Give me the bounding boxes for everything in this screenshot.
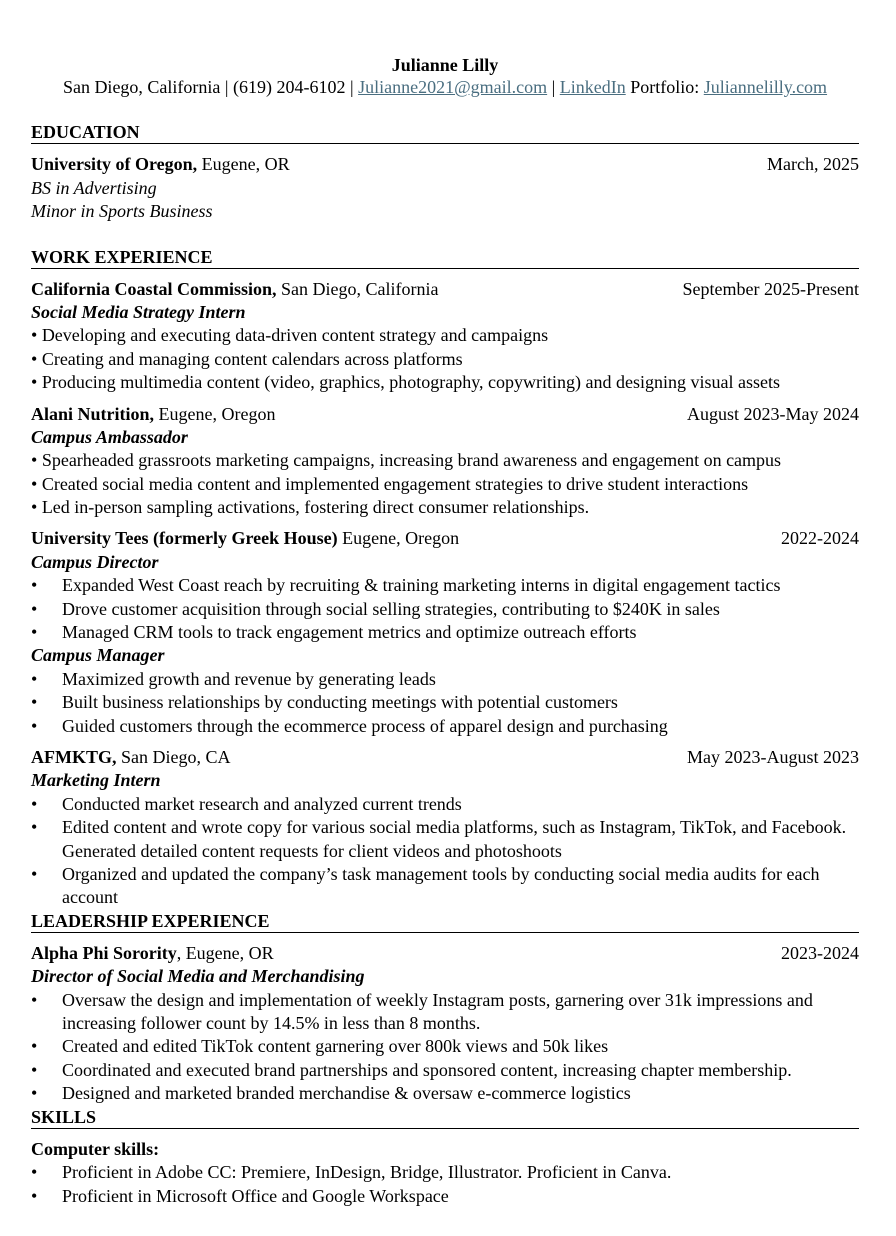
bullet-item (31, 1082, 859, 1105)
date: 2023-2024 (781, 942, 859, 963)
bullet-text: Maximized growth and revenue by generating leads (62, 668, 436, 689)
bullet-item (31, 371, 859, 394)
bullet-text: Developing and executing data-driven content strategy and campaigns (41, 325, 549, 346)
bullet-item (31, 691, 859, 714)
entry-header (31, 1138, 859, 1161)
resume-body (31, 121, 859, 1208)
location: San Diego, California (276, 278, 439, 299)
entry-org-loc (31, 278, 438, 301)
bullet-text: Created and edited TikTok content garnering over 800k views and 50k likes (62, 1036, 609, 1057)
date: August 2023-May 2024 (687, 403, 859, 424)
portfolio-link[interactable]: Juliannelilly.com (703, 77, 828, 97)
location: Eugene, Oregon (337, 528, 460, 549)
entry-org-loc (31, 942, 274, 965)
bullet-item (31, 816, 859, 863)
bullet-item (31, 348, 859, 371)
section-title: EDUCATION (31, 121, 859, 144)
bullet-icon: • (31, 1185, 38, 1206)
bullet-icon: • (31, 1036, 38, 1057)
location: Eugene, Oregon (154, 403, 276, 424)
bullet-icon: • (31, 1162, 38, 1183)
contact-line (31, 76, 859, 99)
entry-org-loc (31, 527, 459, 550)
bullet-item (31, 989, 859, 1036)
bullet-text: Creating and managing content calendars across platforms (41, 348, 463, 369)
entry (31, 403, 859, 520)
entry-header (31, 403, 859, 426)
role-title: Campus Director (31, 551, 159, 572)
location-phone: San Diego, California | (619) 204-6102 | (62, 77, 359, 97)
entry-org-loc (31, 403, 275, 426)
location: Eugene, OR (197, 154, 290, 175)
portfolio-label: Portfolio: (625, 77, 704, 97)
entry (31, 746, 859, 910)
bullet-text: Producing multimedia content (video, graphics, photography, copywriting) and designing visual assets (41, 372, 781, 393)
bullet-item (31, 793, 859, 816)
section-title: WORK EXPERIENCE (31, 246, 859, 269)
entry (31, 1138, 859, 1208)
bullet-icon: • (31, 793, 38, 814)
entry (31, 942, 859, 1106)
section-leadership-experience (31, 910, 859, 1106)
bullet-text: Led in-person sampling activations, fostering direct consumer relationships. (41, 497, 590, 518)
bullet-text: Drove customer acquisition through social selling strategies, contributing to $240K in sales (62, 598, 720, 619)
bullet-icon: • (31, 989, 38, 1010)
role-title: Director of Social Media and Merchandising (31, 966, 365, 987)
bullet-text: Edited content and wrote copy for various social media platforms, such as Instagram, TikTok, and Facebook. Generated detailed content requests for client videos and photoshoots (62, 817, 847, 861)
bullet-text: Designed and marketed branded merchandise & oversaw e-commerce logistics (62, 1083, 631, 1104)
bullet-text: Conducted market research and analyzed current trends (62, 793, 462, 814)
linkedin-link[interactable]: LinkedIn (559, 77, 626, 97)
bullet-icon: • (31, 864, 38, 885)
bullet-text: Proficient in Adobe CC: Premiere, InDesign, Bridge, Illustrator. Proficient in Canva. (62, 1162, 672, 1183)
date: May 2023-August 2023 (687, 747, 859, 768)
bullet-item (31, 598, 859, 621)
bullet-icon: • (31, 450, 42, 471)
bullet-icon: • (31, 473, 42, 494)
separator: | (547, 77, 560, 97)
section-title: SKILLS (31, 1106, 859, 1129)
email-link[interactable]: Julianne2021@gmail.com (358, 77, 548, 97)
date: September 2025-Present (682, 278, 859, 299)
bullet-item (31, 715, 859, 738)
role-title: Social Media Strategy Intern (31, 301, 246, 322)
bullet-text: Proficient in Microsoft Office and Google Workspace (62, 1185, 449, 1206)
bullet-icon: • (31, 348, 42, 369)
bullet-text: Expanded West Coast reach by recruiting & training marketing interns in digital engagement tactics (62, 575, 781, 596)
bullet-icon: • (31, 497, 42, 518)
bullet-text: Created social media content and implemented engagement strategies to drive student interactions (41, 473, 749, 494)
section-work-experience (31, 246, 859, 910)
bullet-icon: • (31, 622, 38, 643)
bullet-item (31, 1185, 859, 1208)
bullet-text: Organized and updated the company’s task management tools by conducting social media audits for each account (62, 864, 820, 908)
degree-line: Minor in Sports Business (31, 201, 213, 222)
location: , Eugene, OR (176, 942, 274, 963)
bullet-item (31, 1035, 859, 1058)
bullet-icon: • (31, 692, 38, 713)
entry-org-loc (31, 153, 290, 176)
organization: University Tees (formerly Greek House) (31, 528, 338, 549)
bullet-item (31, 324, 859, 347)
section-education (31, 121, 859, 223)
organization: University of Oregon, (31, 154, 198, 175)
bullet-item (31, 621, 859, 644)
entry-header (31, 278, 859, 301)
bullet-icon: • (31, 372, 42, 393)
bullet-icon: • (31, 715, 38, 736)
bullet-icon: • (31, 325, 42, 346)
section-skills (31, 1106, 859, 1208)
entry-header (31, 527, 859, 550)
entry-org-loc (31, 746, 231, 769)
organization: Alpha Phi Sorority (31, 942, 177, 963)
organization: Computer skills: (31, 1138, 160, 1159)
entry-header (31, 746, 859, 769)
location: San Diego, CA (116, 747, 231, 768)
degree-line: BS in Advertising (31, 177, 157, 198)
bullet-item (31, 668, 859, 691)
candidate-name: Julianne Lilly (391, 55, 499, 75)
bullet-icon: • (31, 668, 38, 689)
bullet-item (31, 574, 859, 597)
bullet-icon: • (31, 1059, 38, 1080)
bullet-text: Built business relationships by conducting meetings with potential customers (62, 692, 618, 713)
bullet-item (31, 473, 859, 496)
bullet-item (31, 863, 859, 910)
entry (31, 153, 859, 223)
bullet-item (31, 1059, 859, 1082)
bullet-item (31, 1161, 859, 1184)
date: March, 2025 (767, 154, 859, 175)
entry-header (31, 942, 859, 965)
bullet-item (31, 449, 859, 472)
section-title: LEADERSHIP EXPERIENCE (31, 910, 859, 933)
role-title: Marketing Intern (31, 770, 161, 791)
entry (31, 278, 859, 395)
entry-header (31, 153, 859, 176)
bullet-text: Managed CRM tools to track engagement metrics and optimize outreach efforts (62, 622, 637, 643)
bullet-text: Spearheaded grassroots marketing campaigns, increasing brand awareness and engagement on campus (41, 450, 782, 471)
bullet-icon: • (31, 575, 38, 596)
bullet-icon: • (31, 598, 38, 619)
bullet-icon: • (31, 817, 38, 838)
organization: California Coastal Commission, (31, 278, 277, 299)
organization: Alani Nutrition, (31, 403, 155, 424)
entry (31, 527, 859, 738)
organization: AFMKTG, (31, 747, 117, 768)
role-title: Campus Ambassador (31, 426, 188, 447)
bullet-text: Coordinated and executed brand partnerships and sponsored content, increasing chapter membership. (62, 1059, 792, 1080)
entry-org-loc (31, 1138, 159, 1161)
date: 2022-2024 (781, 528, 859, 549)
bullet-text: Guided customers through the ecommerce process of apparel design and purchasing (62, 715, 668, 736)
bullet-icon: • (31, 1083, 38, 1104)
bullet-text: Oversaw the design and implementation of weekly Instagram posts, garnering over 31k impressions and increasing follower count by 14.5% in less than 8 months. (62, 989, 813, 1034)
bullet-item (31, 496, 859, 519)
role-title: Campus Manager (31, 645, 165, 666)
